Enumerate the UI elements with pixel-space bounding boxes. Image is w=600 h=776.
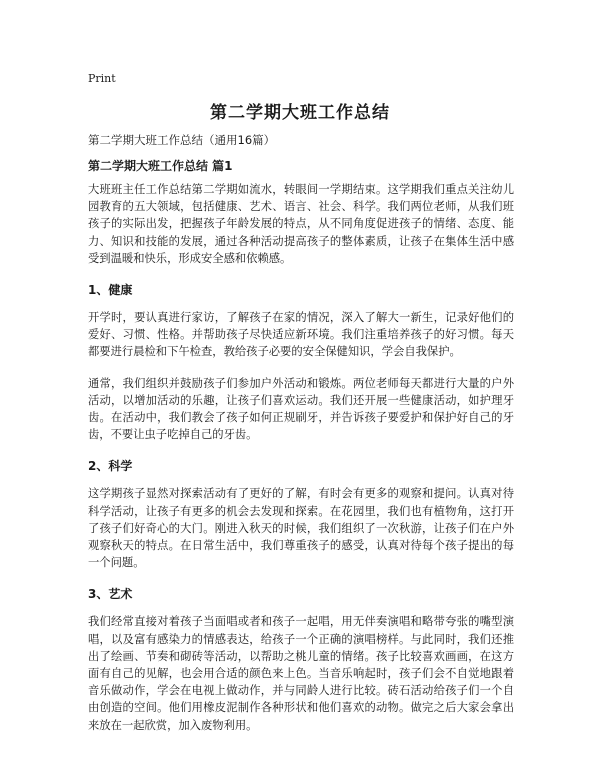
paragraph: 开学时，要认真进行家访，了解孩子在家的情况，深入了解大一新生，记录好他们的爱好、习惯、性格。并帮助孩子尽快适应新环境。我们注重培养孩子的好习惯。每天都要进行晨检和下午检查，教给孩子必要的安全保健知识，学会自我保护。 [88,311,514,359]
section-art [88,585,514,733]
section-heading-science: 2、科学 [88,459,133,474]
intro-paragraph: 大班班主任工作总结第二学期如流水，转眼间一学期结束。这学期我们重点关注幼儿园教育的五大领域，包括健康、艺术、语言、社会、科学。我们两位老师，从我们班孩子的实际出发，把握孩子年龄发展的特点，从不同角度促进孩子的情绪、态度、能力、知识和技能的发展，通过各种活动提高孩子的整体素质，让孩子在集体生活中感受到温暖和快乐，形成安全感和依赖感。 [88,183,514,265]
section-science [88,457,514,571]
paragraph: 这学期孩子显然对探索活动有了更好的了解，有时会有更多的观察和提问。认真对待科学活动，让孩子有更多的机会去发现和探索。在花园里，我们也有植物角，这打开了孩子们好奇心的大门。刚进入秋天的时候，我们组织了一次秋游，让孩子们在户外观察秋天的特点。在日常生活中，我们尊重孩子的感受，认真对待每个孩子提出的每一个问题。 [88,487,514,570]
document-body [88,132,514,748]
print-link[interactable]: Print [88,72,116,85]
page-title: 第二学期大班工作总结 [210,103,390,123]
section-heading-health: 1、健康 [88,283,133,298]
section-title: 第二学期大班工作总结 篇1 [88,159,233,173]
paragraph: 我们经常直接对着孩子当面唱或者和孩子一起唱，用无伴奏演唱和略带夸张的嘴型演唱，以及富有感染力的情感表达，给孩子一个正确的演唱榜样。与此同时，我们还推出了绘画、节奏和砌砖等活动，以帮助之桃儿童的情绪。孩子比较喜欢画画，在这方面有自己的见解，也会用合适的颜色来上色。当音乐响起时，孩子们会不自觉地跟着音乐做动作，学会在电视上做动作，并与同龄人进行比较。砖石活动给孩子们一个自由创造的空间。他们用橡皮泥制作各种形状和他们喜欢的动物。做完之后大家会拿出来放在一起欣赏，加入废物利用。 [88,615,514,732]
section-heading-art: 3、艺术 [88,587,133,602]
paragraph: 通常，我们组织并鼓励孩子们参加户外活动和锻炼。两位老师每天都进行大量的户外活动，以增加活动的乐趣，让孩子们喜欢运动。我们还开展一些健康活动，如护理牙齿。在活动中，我们教会了孩子如何正规刷牙，并告诉孩子要爱护和保护好自己的牙齿，不要让虫子吃掉自己的牙齿。 [88,376,514,442]
section-health [88,281,514,443]
document-subtitle: 第二学期大班工作总结（通用16篇） [88,133,276,147]
